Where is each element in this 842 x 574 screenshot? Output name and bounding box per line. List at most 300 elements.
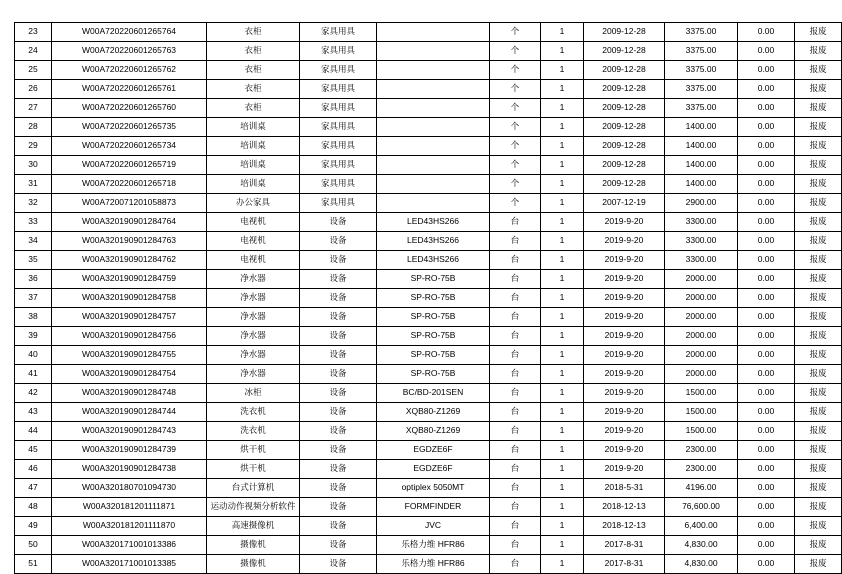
cell-date: 2019-9-20 bbox=[584, 441, 665, 460]
cell-model: SP-RO-75B bbox=[377, 365, 490, 384]
cell-category: 家具用具 bbox=[300, 42, 377, 61]
table-row bbox=[15, 270, 842, 289]
cell-net-value: 0.00 bbox=[738, 270, 795, 289]
cell-original-value: 4,830.00 bbox=[665, 555, 738, 574]
cell-date: 2019-9-20 bbox=[584, 289, 665, 308]
cell-unit: 台 bbox=[490, 289, 541, 308]
cell-status: 报废 bbox=[795, 61, 842, 80]
cell-asset-code: W00A320181201111871 bbox=[52, 498, 207, 517]
cell-unit: 台 bbox=[490, 213, 541, 232]
cell-asset-code: W00A320190901284756 bbox=[52, 327, 207, 346]
cell-unit: 个 bbox=[490, 137, 541, 156]
cell-asset-name: 净水器 bbox=[207, 270, 300, 289]
cell-unit: 台 bbox=[490, 308, 541, 327]
table-row bbox=[15, 61, 842, 80]
cell-asset-code: W00A320190901284755 bbox=[52, 346, 207, 365]
cell-status: 报废 bbox=[795, 232, 842, 251]
cell-date: 2019-9-20 bbox=[584, 213, 665, 232]
table-row bbox=[15, 194, 842, 213]
cell-asset-code: W00A720220601265718 bbox=[52, 175, 207, 194]
cell-date: 2019-9-20 bbox=[584, 251, 665, 270]
cell-index: 32 bbox=[15, 194, 52, 213]
table-row bbox=[15, 213, 842, 232]
cell-asset-code: W00A720220601265760 bbox=[52, 99, 207, 118]
cell-asset-code: W00A720220601265762 bbox=[52, 61, 207, 80]
cell-unit: 台 bbox=[490, 498, 541, 517]
cell-original-value: 4196.00 bbox=[665, 479, 738, 498]
table-row bbox=[15, 365, 842, 384]
cell-date: 2009-12-28 bbox=[584, 80, 665, 99]
cell-original-value: 2000.00 bbox=[665, 308, 738, 327]
cell-net-value: 0.00 bbox=[738, 555, 795, 574]
cell-net-value: 0.00 bbox=[738, 156, 795, 175]
cell-model bbox=[377, 137, 490, 156]
cell-asset-name: 衣柜 bbox=[207, 61, 300, 80]
cell-date: 2009-12-28 bbox=[584, 137, 665, 156]
cell-original-value: 1400.00 bbox=[665, 118, 738, 137]
cell-original-value: 3375.00 bbox=[665, 23, 738, 42]
cell-status: 报废 bbox=[795, 118, 842, 137]
cell-index: 47 bbox=[15, 479, 52, 498]
cell-index: 30 bbox=[15, 156, 52, 175]
cell-date: 2019-9-20 bbox=[584, 403, 665, 422]
cell-date: 2007-12-19 bbox=[584, 194, 665, 213]
cell-asset-name: 电视机 bbox=[207, 232, 300, 251]
cell-original-value: 1400.00 bbox=[665, 156, 738, 175]
table-row bbox=[15, 422, 842, 441]
cell-status: 报废 bbox=[795, 213, 842, 232]
cell-unit: 台 bbox=[490, 555, 541, 574]
cell-net-value: 0.00 bbox=[738, 80, 795, 99]
cell-unit: 个 bbox=[490, 194, 541, 213]
cell-status: 报废 bbox=[795, 194, 842, 213]
cell-quantity: 1 bbox=[541, 80, 584, 99]
cell-asset-code: W00A320190901284739 bbox=[52, 441, 207, 460]
cell-original-value: 2300.00 bbox=[665, 441, 738, 460]
cell-unit: 个 bbox=[490, 118, 541, 137]
cell-model: FORMFINDER bbox=[377, 498, 490, 517]
cell-asset-name: 净水器 bbox=[207, 289, 300, 308]
cell-model: BC/BD-201SEN bbox=[377, 384, 490, 403]
cell-model bbox=[377, 42, 490, 61]
cell-date: 2019-9-20 bbox=[584, 422, 665, 441]
cell-unit: 台 bbox=[490, 460, 541, 479]
cell-category: 家具用具 bbox=[300, 23, 377, 42]
table-row bbox=[15, 308, 842, 327]
cell-category: 设备 bbox=[300, 498, 377, 517]
cell-status: 报废 bbox=[795, 251, 842, 270]
cell-unit: 台 bbox=[490, 422, 541, 441]
cell-index: 50 bbox=[15, 536, 52, 555]
cell-index: 37 bbox=[15, 289, 52, 308]
cell-unit: 台 bbox=[490, 251, 541, 270]
cell-date: 2009-12-28 bbox=[584, 156, 665, 175]
cell-unit: 个 bbox=[490, 80, 541, 99]
cell-net-value: 0.00 bbox=[738, 137, 795, 156]
cell-category: 家具用具 bbox=[300, 175, 377, 194]
cell-category: 设备 bbox=[300, 517, 377, 536]
cell-net-value: 0.00 bbox=[738, 517, 795, 536]
table-row bbox=[15, 517, 842, 536]
cell-model: XQB80-Z1269 bbox=[377, 422, 490, 441]
cell-asset-code: W00A320190901284763 bbox=[52, 232, 207, 251]
cell-original-value: 3300.00 bbox=[665, 213, 738, 232]
cell-net-value: 0.00 bbox=[738, 61, 795, 80]
cell-quantity: 1 bbox=[541, 498, 584, 517]
cell-quantity: 1 bbox=[541, 517, 584, 536]
cell-asset-code: W00A320190901284754 bbox=[52, 365, 207, 384]
cell-category: 设备 bbox=[300, 308, 377, 327]
cell-category: 家具用具 bbox=[300, 194, 377, 213]
cell-quantity: 1 bbox=[541, 61, 584, 80]
cell-asset-name: 台式计算机 bbox=[207, 479, 300, 498]
cell-status: 报废 bbox=[795, 536, 842, 555]
cell-unit: 个 bbox=[490, 61, 541, 80]
cell-quantity: 1 bbox=[541, 118, 584, 137]
cell-original-value: 1500.00 bbox=[665, 384, 738, 403]
cell-net-value: 0.00 bbox=[738, 498, 795, 517]
cell-asset-name: 衣柜 bbox=[207, 23, 300, 42]
cell-net-value: 0.00 bbox=[738, 175, 795, 194]
cell-asset-name: 洗衣机 bbox=[207, 422, 300, 441]
cell-index: 28 bbox=[15, 118, 52, 137]
cell-original-value: 3375.00 bbox=[665, 80, 738, 99]
cell-quantity: 1 bbox=[541, 384, 584, 403]
cell-original-value: 2000.00 bbox=[665, 346, 738, 365]
cell-category: 设备 bbox=[300, 346, 377, 365]
cell-asset-code: W00A320190901284764 bbox=[52, 213, 207, 232]
cell-unit: 台 bbox=[490, 346, 541, 365]
cell-status: 报废 bbox=[795, 327, 842, 346]
cell-category: 设备 bbox=[300, 422, 377, 441]
cell-index: 44 bbox=[15, 422, 52, 441]
table-row bbox=[15, 441, 842, 460]
cell-net-value: 0.00 bbox=[738, 346, 795, 365]
cell-quantity: 1 bbox=[541, 42, 584, 61]
cell-asset-name: 衣柜 bbox=[207, 80, 300, 99]
table-row bbox=[15, 346, 842, 365]
cell-quantity: 1 bbox=[541, 536, 584, 555]
cell-model bbox=[377, 61, 490, 80]
cell-status: 报废 bbox=[795, 384, 842, 403]
cell-quantity: 1 bbox=[541, 308, 584, 327]
cell-unit: 台 bbox=[490, 365, 541, 384]
cell-asset-name: 净水器 bbox=[207, 346, 300, 365]
cell-asset-code: W00A320171001013385 bbox=[52, 555, 207, 574]
cell-status: 报废 bbox=[795, 289, 842, 308]
asset-table bbox=[14, 22, 842, 574]
cell-net-value: 0.00 bbox=[738, 251, 795, 270]
cell-status: 报废 bbox=[795, 23, 842, 42]
cell-status: 报废 bbox=[795, 42, 842, 61]
cell-net-value: 0.00 bbox=[738, 99, 795, 118]
cell-model: LED43HS266 bbox=[377, 232, 490, 251]
cell-asset-code: W00A320190901284762 bbox=[52, 251, 207, 270]
cell-status: 报废 bbox=[795, 460, 842, 479]
cell-quantity: 1 bbox=[541, 156, 584, 175]
cell-original-value: 2900.00 bbox=[665, 194, 738, 213]
cell-asset-name: 摄像机 bbox=[207, 555, 300, 574]
table-row bbox=[15, 175, 842, 194]
cell-asset-name: 衣柜 bbox=[207, 42, 300, 61]
cell-unit: 台 bbox=[490, 441, 541, 460]
cell-index: 23 bbox=[15, 23, 52, 42]
cell-date: 2019-9-20 bbox=[584, 384, 665, 403]
cell-quantity: 1 bbox=[541, 346, 584, 365]
cell-category: 设备 bbox=[300, 384, 377, 403]
table-row bbox=[15, 118, 842, 137]
table-row bbox=[15, 156, 842, 175]
cell-model: LED43HS266 bbox=[377, 251, 490, 270]
table-row bbox=[15, 403, 842, 422]
cell-original-value: 1400.00 bbox=[665, 137, 738, 156]
cell-asset-code: W00A320190901284748 bbox=[52, 384, 207, 403]
cell-model: SP-RO-75B bbox=[377, 270, 490, 289]
cell-status: 报废 bbox=[795, 441, 842, 460]
cell-index: 45 bbox=[15, 441, 52, 460]
cell-asset-code: W00A320190901284743 bbox=[52, 422, 207, 441]
cell-index: 51 bbox=[15, 555, 52, 574]
cell-net-value: 0.00 bbox=[738, 327, 795, 346]
cell-category: 设备 bbox=[300, 213, 377, 232]
cell-status: 报废 bbox=[795, 498, 842, 517]
cell-index: 35 bbox=[15, 251, 52, 270]
cell-index: 29 bbox=[15, 137, 52, 156]
cell-index: 46 bbox=[15, 460, 52, 479]
cell-asset-code: W00A720220601265764 bbox=[52, 23, 207, 42]
cell-asset-code: W00A720220601265761 bbox=[52, 80, 207, 99]
cell-status: 报废 bbox=[795, 308, 842, 327]
cell-index: 38 bbox=[15, 308, 52, 327]
cell-asset-code: W00A720220601265735 bbox=[52, 118, 207, 137]
table-row bbox=[15, 232, 842, 251]
cell-original-value: 2000.00 bbox=[665, 289, 738, 308]
cell-date: 2009-12-28 bbox=[584, 99, 665, 118]
cell-index: 27 bbox=[15, 99, 52, 118]
cell-original-value: 3375.00 bbox=[665, 61, 738, 80]
cell-date: 2017-8-31 bbox=[584, 555, 665, 574]
cell-asset-code: W00A320190901284759 bbox=[52, 270, 207, 289]
cell-status: 报废 bbox=[795, 156, 842, 175]
cell-original-value: 4,830.00 bbox=[665, 536, 738, 555]
cell-original-value: 1500.00 bbox=[665, 422, 738, 441]
cell-asset-name: 烘干机 bbox=[207, 441, 300, 460]
cell-quantity: 1 bbox=[541, 194, 584, 213]
table-row bbox=[15, 384, 842, 403]
cell-date: 2019-9-20 bbox=[584, 232, 665, 251]
cell-asset-name: 净水器 bbox=[207, 327, 300, 346]
cell-quantity: 1 bbox=[541, 289, 584, 308]
cell-quantity: 1 bbox=[541, 365, 584, 384]
cell-unit: 台 bbox=[490, 536, 541, 555]
cell-original-value: 2000.00 bbox=[665, 327, 738, 346]
cell-net-value: 0.00 bbox=[738, 365, 795, 384]
table-row bbox=[15, 99, 842, 118]
cell-date: 2019-9-20 bbox=[584, 365, 665, 384]
cell-quantity: 1 bbox=[541, 422, 584, 441]
cell-unit: 个 bbox=[490, 23, 541, 42]
cell-unit: 台 bbox=[490, 232, 541, 251]
cell-unit: 台 bbox=[490, 384, 541, 403]
cell-index: 39 bbox=[15, 327, 52, 346]
cell-status: 报废 bbox=[795, 137, 842, 156]
cell-date: 2018-5-31 bbox=[584, 479, 665, 498]
cell-quantity: 1 bbox=[541, 327, 584, 346]
table-row bbox=[15, 80, 842, 99]
cell-net-value: 0.00 bbox=[738, 384, 795, 403]
cell-status: 报废 bbox=[795, 517, 842, 536]
cell-model bbox=[377, 156, 490, 175]
cell-asset-name: 摄像机 bbox=[207, 536, 300, 555]
cell-category: 设备 bbox=[300, 270, 377, 289]
cell-quantity: 1 bbox=[541, 137, 584, 156]
cell-original-value: 1500.00 bbox=[665, 403, 738, 422]
cell-index: 33 bbox=[15, 213, 52, 232]
cell-status: 报废 bbox=[795, 175, 842, 194]
cell-date: 2019-9-20 bbox=[584, 308, 665, 327]
cell-index: 43 bbox=[15, 403, 52, 422]
cell-category: 设备 bbox=[300, 441, 377, 460]
table-row bbox=[15, 289, 842, 308]
cell-model: EGDZE6F bbox=[377, 460, 490, 479]
cell-original-value: 2000.00 bbox=[665, 270, 738, 289]
cell-model: SP-RO-75B bbox=[377, 308, 490, 327]
table-row bbox=[15, 460, 842, 479]
cell-index: 48 bbox=[15, 498, 52, 517]
cell-model: SP-RO-75B bbox=[377, 289, 490, 308]
cell-model: XQB80-Z1269 bbox=[377, 403, 490, 422]
cell-asset-name: 电视机 bbox=[207, 251, 300, 270]
table-row bbox=[15, 327, 842, 346]
cell-original-value: 3375.00 bbox=[665, 99, 738, 118]
cell-model: optiplex 5050MT bbox=[377, 479, 490, 498]
cell-quantity: 1 bbox=[541, 251, 584, 270]
cell-date: 2019-9-20 bbox=[584, 270, 665, 289]
cell-asset-code: W00A320190901284758 bbox=[52, 289, 207, 308]
cell-status: 报废 bbox=[795, 80, 842, 99]
cell-quantity: 1 bbox=[541, 460, 584, 479]
cell-model bbox=[377, 175, 490, 194]
cell-unit: 个 bbox=[490, 99, 541, 118]
cell-net-value: 0.00 bbox=[738, 460, 795, 479]
cell-original-value: 3300.00 bbox=[665, 232, 738, 251]
cell-category: 设备 bbox=[300, 536, 377, 555]
cell-index: 34 bbox=[15, 232, 52, 251]
cell-category: 家具用具 bbox=[300, 137, 377, 156]
cell-category: 设备 bbox=[300, 327, 377, 346]
cell-category: 家具用具 bbox=[300, 61, 377, 80]
cell-category: 设备 bbox=[300, 232, 377, 251]
cell-model: SP-RO-75B bbox=[377, 346, 490, 365]
cell-quantity: 1 bbox=[541, 270, 584, 289]
cell-asset-name: 培训桌 bbox=[207, 156, 300, 175]
cell-status: 报废 bbox=[795, 270, 842, 289]
cell-date: 2019-9-20 bbox=[584, 327, 665, 346]
cell-status: 报废 bbox=[795, 346, 842, 365]
cell-date: 2009-12-28 bbox=[584, 23, 665, 42]
cell-net-value: 0.00 bbox=[738, 422, 795, 441]
cell-model bbox=[377, 23, 490, 42]
cell-asset-code: W00A320190901284744 bbox=[52, 403, 207, 422]
table-row bbox=[15, 137, 842, 156]
cell-date: 2009-12-28 bbox=[584, 118, 665, 137]
table-row bbox=[15, 498, 842, 517]
cell-quantity: 1 bbox=[541, 479, 584, 498]
cell-asset-name: 办公家具 bbox=[207, 194, 300, 213]
cell-date: 2018-12-13 bbox=[584, 498, 665, 517]
cell-model: SP-RO-75B bbox=[377, 327, 490, 346]
cell-unit: 台 bbox=[490, 479, 541, 498]
cell-asset-name: 培训桌 bbox=[207, 118, 300, 137]
cell-category: 设备 bbox=[300, 289, 377, 308]
cell-asset-name: 培训桌 bbox=[207, 175, 300, 194]
cell-net-value: 0.00 bbox=[738, 479, 795, 498]
asset-table-body bbox=[15, 23, 842, 574]
cell-original-value: 3375.00 bbox=[665, 42, 738, 61]
cell-status: 报废 bbox=[795, 555, 842, 574]
cell-date: 2009-12-28 bbox=[584, 175, 665, 194]
cell-unit: 个 bbox=[490, 175, 541, 194]
cell-quantity: 1 bbox=[541, 555, 584, 574]
table-row bbox=[15, 536, 842, 555]
cell-asset-name: 高速摄像机 bbox=[207, 517, 300, 536]
cell-model bbox=[377, 80, 490, 99]
cell-asset-name: 净水器 bbox=[207, 308, 300, 327]
table-row bbox=[15, 555, 842, 574]
cell-date: 2017-8-31 bbox=[584, 536, 665, 555]
cell-index: 31 bbox=[15, 175, 52, 194]
cell-date: 2018-12-13 bbox=[584, 517, 665, 536]
cell-asset-name: 烘干机 bbox=[207, 460, 300, 479]
cell-model: EGDZE6F bbox=[377, 441, 490, 460]
cell-asset-code: W00A320180701094730 bbox=[52, 479, 207, 498]
cell-quantity: 1 bbox=[541, 441, 584, 460]
cell-original-value: 76,600.00 bbox=[665, 498, 738, 517]
cell-net-value: 0.00 bbox=[738, 232, 795, 251]
table-row bbox=[15, 42, 842, 61]
cell-category: 家具用具 bbox=[300, 80, 377, 99]
cell-status: 报废 bbox=[795, 403, 842, 422]
cell-category: 家具用具 bbox=[300, 99, 377, 118]
cell-asset-name: 净水器 bbox=[207, 365, 300, 384]
cell-model: LED43HS266 bbox=[377, 213, 490, 232]
cell-index: 42 bbox=[15, 384, 52, 403]
cell-asset-code: W00A720071201058873 bbox=[52, 194, 207, 213]
cell-index: 41 bbox=[15, 365, 52, 384]
cell-quantity: 1 bbox=[541, 403, 584, 422]
cell-unit: 个 bbox=[490, 42, 541, 61]
table-row bbox=[15, 479, 842, 498]
cell-asset-code: W00A320171001013386 bbox=[52, 536, 207, 555]
cell-unit: 个 bbox=[490, 156, 541, 175]
cell-net-value: 0.00 bbox=[738, 441, 795, 460]
cell-asset-name: 培训桌 bbox=[207, 137, 300, 156]
cell-category: 设备 bbox=[300, 479, 377, 498]
cell-asset-code: W00A720220601265719 bbox=[52, 156, 207, 175]
cell-index: 24 bbox=[15, 42, 52, 61]
cell-net-value: 0.00 bbox=[738, 118, 795, 137]
cell-asset-code: W00A320190901284757 bbox=[52, 308, 207, 327]
cell-index: 40 bbox=[15, 346, 52, 365]
cell-asset-name: 冰柜 bbox=[207, 384, 300, 403]
table-row bbox=[15, 23, 842, 42]
cell-date: 2009-12-28 bbox=[584, 61, 665, 80]
cell-category: 家具用具 bbox=[300, 156, 377, 175]
cell-unit: 台 bbox=[490, 403, 541, 422]
cell-net-value: 0.00 bbox=[738, 308, 795, 327]
cell-asset-code: W00A720220601265734 bbox=[52, 137, 207, 156]
cell-quantity: 1 bbox=[541, 23, 584, 42]
